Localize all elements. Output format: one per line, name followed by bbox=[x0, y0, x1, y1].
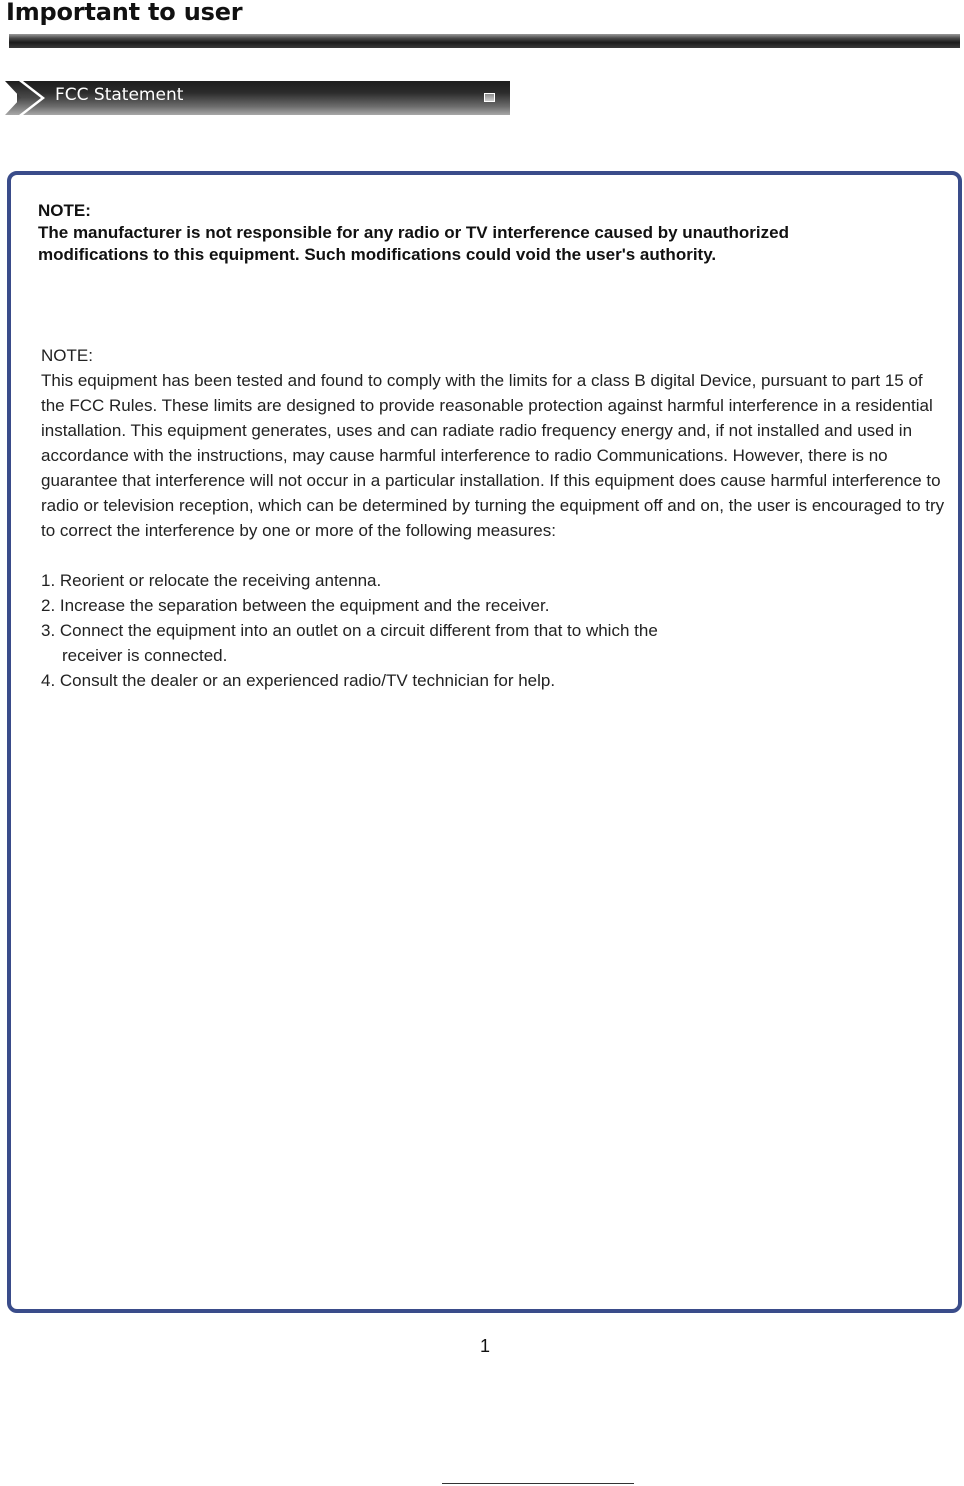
page-title: Important to user bbox=[6, 0, 243, 26]
heading-divider bbox=[9, 34, 960, 48]
page-number: 1 bbox=[479, 1336, 490, 1356]
fcc-note-heading: NOTE: bbox=[41, 346, 93, 365]
list-item: 1. Reorient or relocate the receiving antenna. bbox=[41, 571, 382, 590]
footer-divider bbox=[442, 1483, 634, 1484]
section-tab-fcc-statement bbox=[5, 81, 510, 115]
manufacturer-note-line-1: The manufacturer is not responsible for any radio or TV interference caused by unauthorized bbox=[38, 223, 789, 242]
square-box-icon bbox=[484, 93, 495, 102]
list-item: receiver is connected. bbox=[62, 646, 228, 665]
manufacturer-note-line-2: modifications to this equipment. Such modifications could void the user's authority. bbox=[38, 245, 717, 264]
section-tab-label: FCC Statement bbox=[55, 85, 184, 105]
list-item: 4. Consult the dealer or an experienced radio/TV technician for help. bbox=[41, 671, 556, 690]
fcc-compliance-note bbox=[41, 343, 946, 693]
list-item: 3. Connect the equipment into an outlet on a circuit different from that to which the bbox=[41, 621, 658, 640]
manufacturer-note bbox=[38, 200, 938, 266]
list-item: 2. Increase the separation between the equipment and the receiver. bbox=[41, 596, 550, 615]
chevron-right-icon bbox=[5, 81, 45, 115]
fcc-note-body: This equipment has been tested and found to comply with the limits for a class B digital Device, pursuant to part 15 of the FCC Rules. These limits are designed to provide reasonable protection against harmful interference in a residential installation. This equipment generates, uses and can radiate radio frequency energy and, if not installed and used in accordance with the instructions, may cause harmful interference to radio Communications. However, there is no guarantee that interference will not occur in a particular installation. If this equipment does cause harmful interference to radio or television reception, which can be determined by turning the equipment off and on, the user is encouraged to try to correct the interference by one or more of the following measures: bbox=[41, 371, 945, 540]
measures-list bbox=[41, 568, 946, 693]
manufacturer-note-heading: NOTE: bbox=[38, 201, 91, 220]
